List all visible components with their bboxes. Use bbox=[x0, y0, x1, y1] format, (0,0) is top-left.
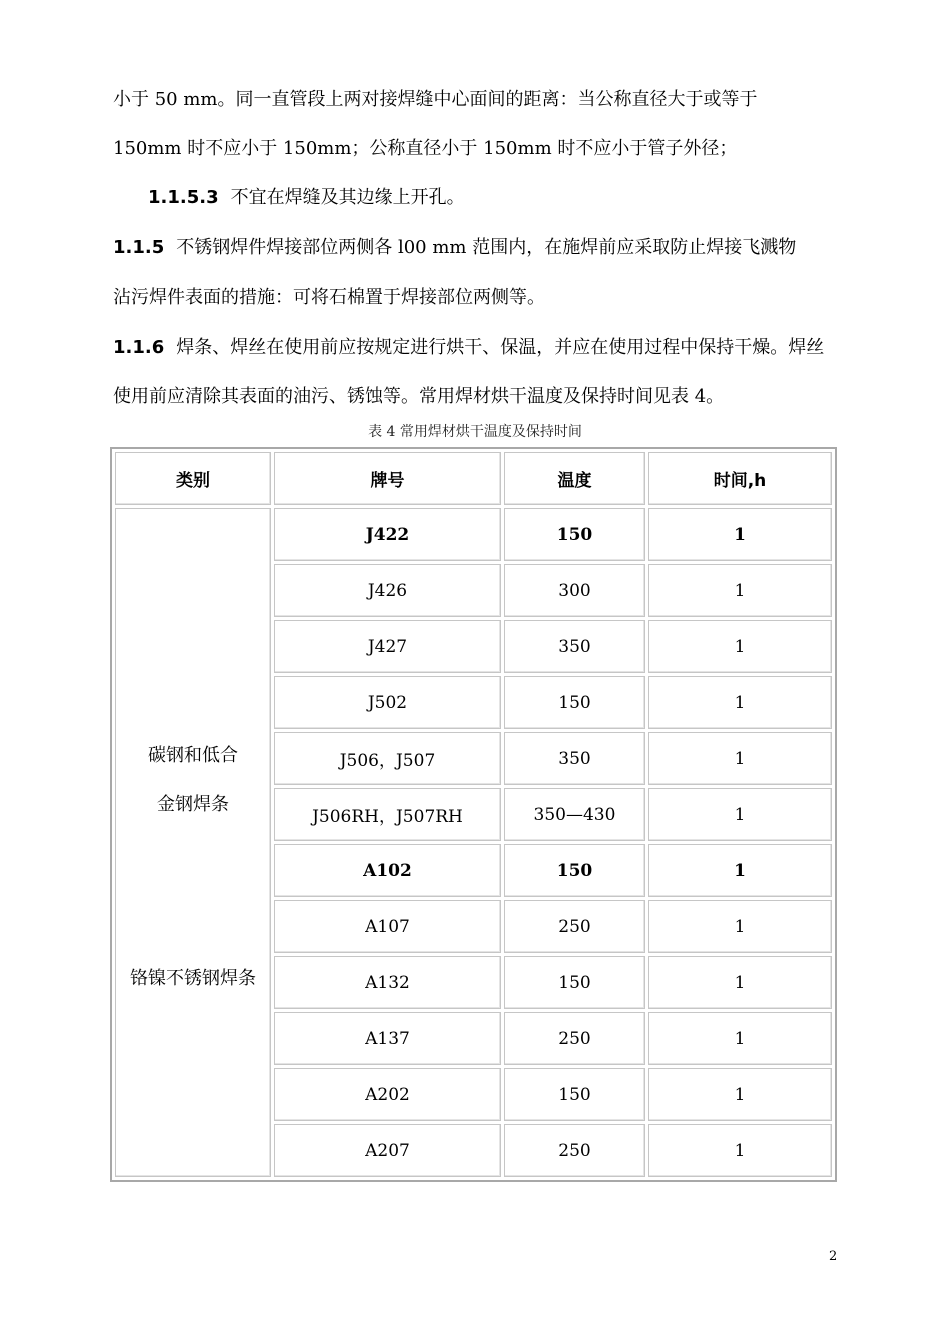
paragraph-line: 小于 50 mm。同一直管段上两对接焊缝中心面间的距离：当公称直径大于或等于 bbox=[113, 89, 758, 110]
clause-text: 不宜在焊缝及其边缘上开孔。 bbox=[230, 187, 465, 208]
temperature-cell: 150 bbox=[504, 508, 645, 561]
temperature-cell: 250 bbox=[504, 900, 645, 953]
clause-number: 1.1.5.3 bbox=[148, 187, 219, 208]
clause-number: 1.1.5 bbox=[113, 237, 165, 258]
paragraph-line: 150mm 时不应小于 150mm；公称直径小于 150mm 时不应小于管子外径； bbox=[113, 138, 738, 159]
paragraph-line: 沾污焊件表面的措施：可将石棉置于焊接部位两侧等。 bbox=[113, 287, 545, 308]
grade-cell: J502 bbox=[274, 676, 501, 729]
paragraph-line: 使用前应清除其表面的油污、锈蚀等。常用焊材烘干温度及保持时间见表 4。 bbox=[113, 386, 725, 407]
grade-cell: J426 bbox=[274, 564, 501, 617]
time-cell: 1 bbox=[648, 564, 832, 617]
grade-cell: J506RH，J507RH bbox=[274, 788, 501, 841]
time-cell: 1 bbox=[648, 508, 832, 561]
temperature-cell: 150 bbox=[504, 844, 645, 897]
time-cell: 1 bbox=[648, 676, 832, 729]
header-grade: 牌号 bbox=[274, 452, 501, 505]
clause-text: 焊条、焊丝在使用前应按规定进行烘干、保温，并应在使用过程中保持干燥。焊丝 bbox=[176, 337, 825, 358]
time-cell: 1 bbox=[648, 900, 832, 953]
temperature-cell: 150 bbox=[504, 676, 645, 729]
clause-text: 不锈钢焊件焊接部位两侧各 l00 mm 范围内，在施焊前应采取防止焊接飞溅物 bbox=[176, 237, 797, 258]
time-cell: 1 bbox=[648, 1012, 832, 1065]
clause-number: 1.1.6 bbox=[113, 337, 165, 358]
grade-cell: J422 bbox=[274, 508, 501, 561]
page-number: 2 bbox=[829, 1249, 838, 1264]
temperature-cell: 350 bbox=[504, 732, 645, 785]
grade-cell: J427 bbox=[274, 620, 501, 673]
grade-cell: J506，J507 bbox=[274, 732, 501, 785]
grade-cell: A137 bbox=[274, 1012, 501, 1065]
grade-cell: A202 bbox=[274, 1068, 501, 1121]
table-caption: 表 4 常用焊材烘干温度及保持时间 bbox=[368, 424, 582, 440]
temperature-cell: 150 bbox=[504, 1068, 645, 1121]
category-cell bbox=[115, 508, 271, 1177]
time-cell: 1 bbox=[648, 1068, 832, 1121]
time-cell: 1 bbox=[648, 788, 832, 841]
table-header-row bbox=[115, 452, 832, 505]
welding-material-table bbox=[110, 447, 837, 1182]
temperature-cell: 300 bbox=[504, 564, 645, 617]
header-temperature: 温度 bbox=[504, 452, 645, 505]
time-cell: 1 bbox=[648, 1124, 832, 1177]
grade-cell: A107 bbox=[274, 900, 501, 953]
header-category: 类别 bbox=[115, 452, 271, 505]
header-time: 时间,h bbox=[648, 452, 832, 505]
category-stainless-steel: 铬镍不锈钢焊条 bbox=[130, 968, 256, 989]
clause-1-1-6 bbox=[113, 336, 824, 360]
grade-cell: A102 bbox=[274, 844, 501, 897]
clause-1-1-5 bbox=[113, 236, 796, 260]
time-cell: 1 bbox=[648, 620, 832, 673]
category-carbon-steel-line2: 金钢焊条 bbox=[157, 794, 229, 815]
clause-1-1-5-3 bbox=[148, 186, 465, 210]
temperature-cell: 250 bbox=[504, 1124, 645, 1177]
temperature-cell: 350 bbox=[504, 620, 645, 673]
temperature-cell: 350—430 bbox=[504, 788, 645, 841]
grade-cell: A207 bbox=[274, 1124, 501, 1177]
category-carbon-steel-line1: 碳钢和低合 bbox=[148, 745, 238, 766]
grade-cell: A132 bbox=[274, 956, 501, 1009]
time-cell: 1 bbox=[648, 844, 832, 897]
temperature-cell: 150 bbox=[504, 956, 645, 1009]
time-cell: 1 bbox=[648, 732, 832, 785]
table-row bbox=[115, 508, 832, 561]
temperature-cell: 250 bbox=[504, 1012, 645, 1065]
time-cell: 1 bbox=[648, 956, 832, 1009]
